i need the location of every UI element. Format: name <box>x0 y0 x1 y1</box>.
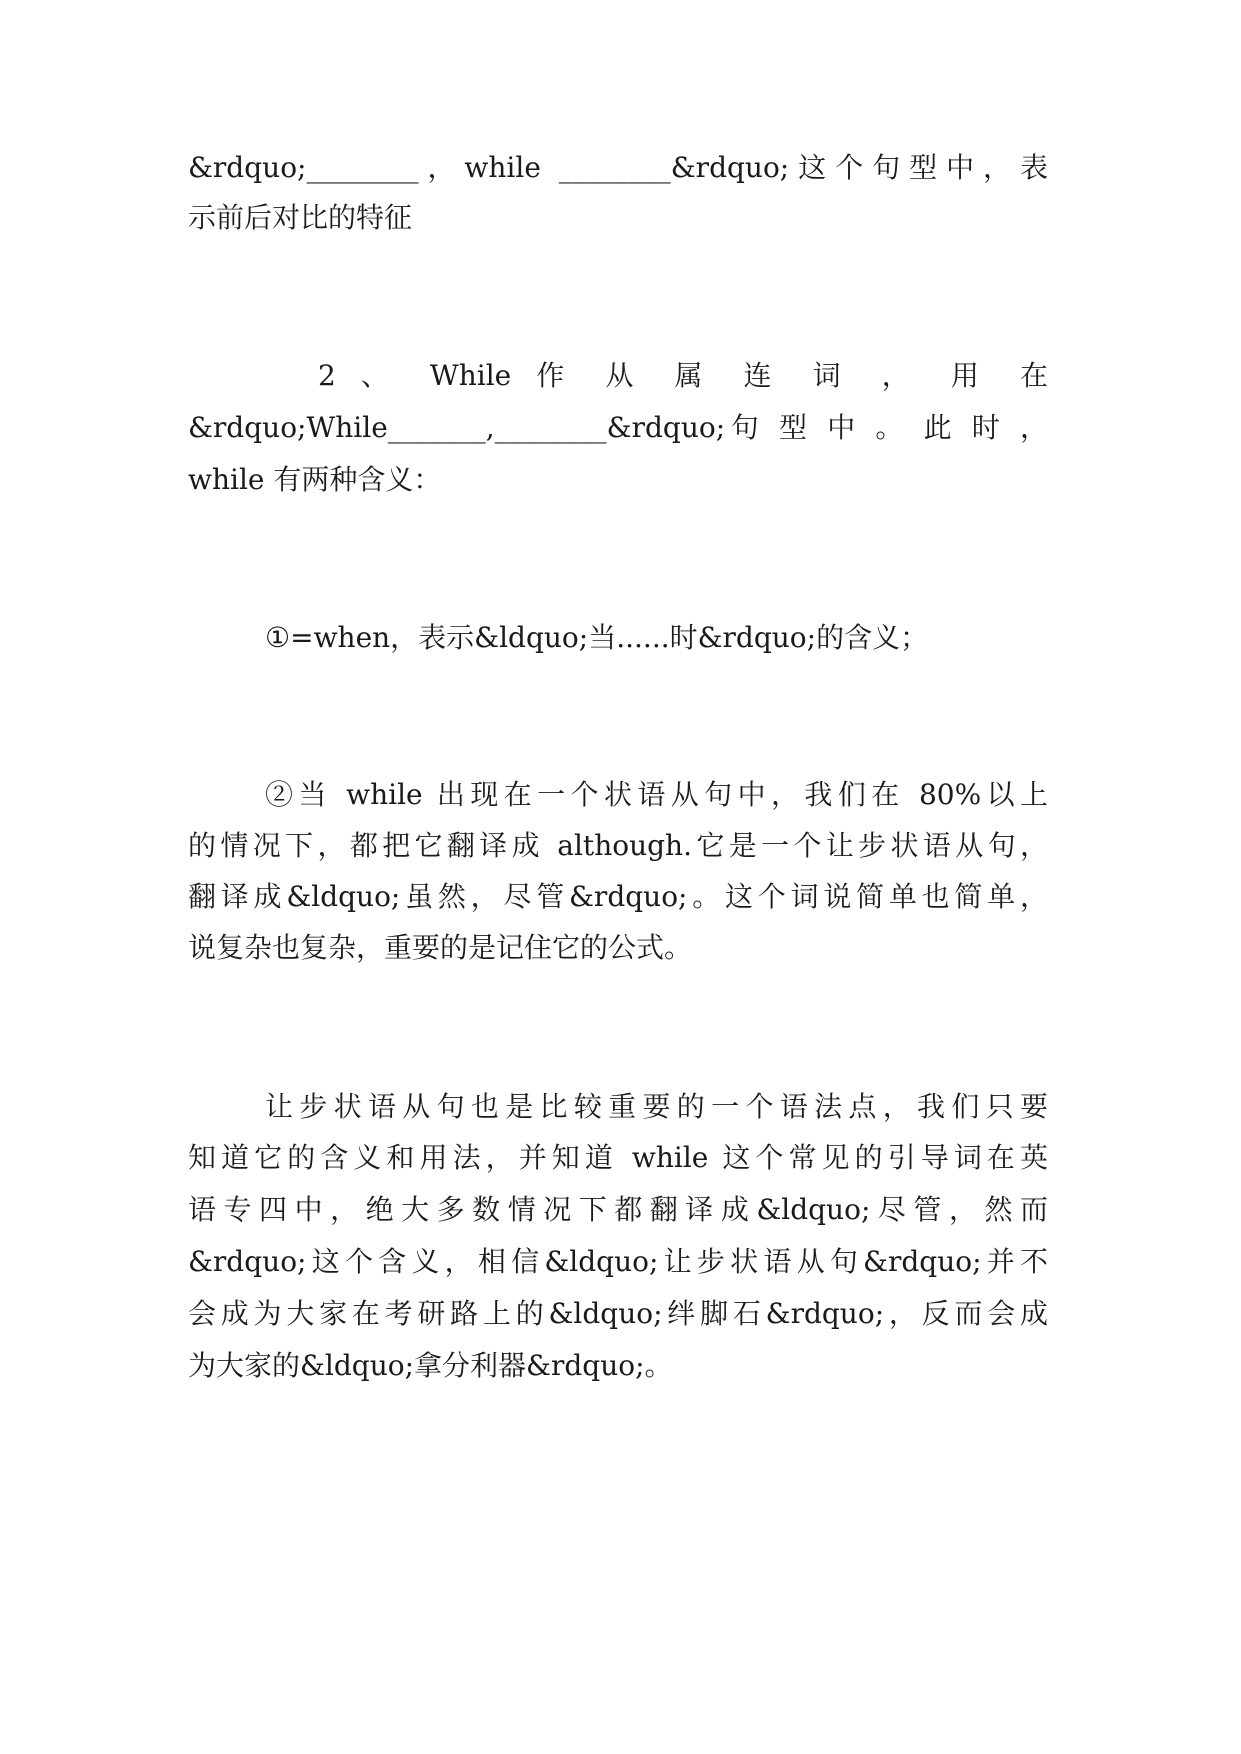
text-line: while 有两种含义： <box>188 463 442 496</box>
text-line: &rdquo;这个含义，相信&ldquo;让步状语从句&rdquo;并不 <box>188 1245 1048 1278</box>
text-line: &rdquo;While_______,________&rdquo;句 型 中 。 此 时 ， <box>188 411 1048 444</box>
text-line: 示前后对比的特征 <box>188 201 413 234</box>
text-line: 语专四中，绝大多数情况下都翻译成&ldquo;尽管，然而 <box>188 1193 1048 1226</box>
text-line: 知道它的含义和用法，并知道 while 这个常见的引导词在英 <box>188 1141 1048 1174</box>
text-line: 说复杂也复杂，重要的是记住它的公式。 <box>188 931 693 964</box>
text-line: 让步状语从句也是比较重要的一个语法点，我们只要 <box>265 1090 1048 1123</box>
text-line: 会成为大家在考研路上的&ldquo;绊脚石&rdquo;，反而会成 <box>188 1297 1048 1330</box>
text-line: 为大家的&ldquo;拿分利器&rdquo;。 <box>188 1349 673 1382</box>
text-line: &rdquo;________，while ________&rdquo;这个句型中，表 <box>188 151 1048 184</box>
text-line: ①=when，表示&ldquo;当......时&rdquo;的含义； <box>265 621 929 654</box>
text-line: ②当 while 出现在一个状语从句中，我们在 80%以上 <box>265 778 1048 811</box>
text-line: 翻译成&ldquo;虽然，尽管&rdquo;。这个词说简单也简单， <box>188 880 1048 913</box>
text-line: 2 、 While 作 从 属 连 词 ， 用 在 <box>318 359 1048 392</box>
text-line: 的情况下，都把它翻译成 although.它是一个让步状语从句， <box>188 829 1048 862</box>
